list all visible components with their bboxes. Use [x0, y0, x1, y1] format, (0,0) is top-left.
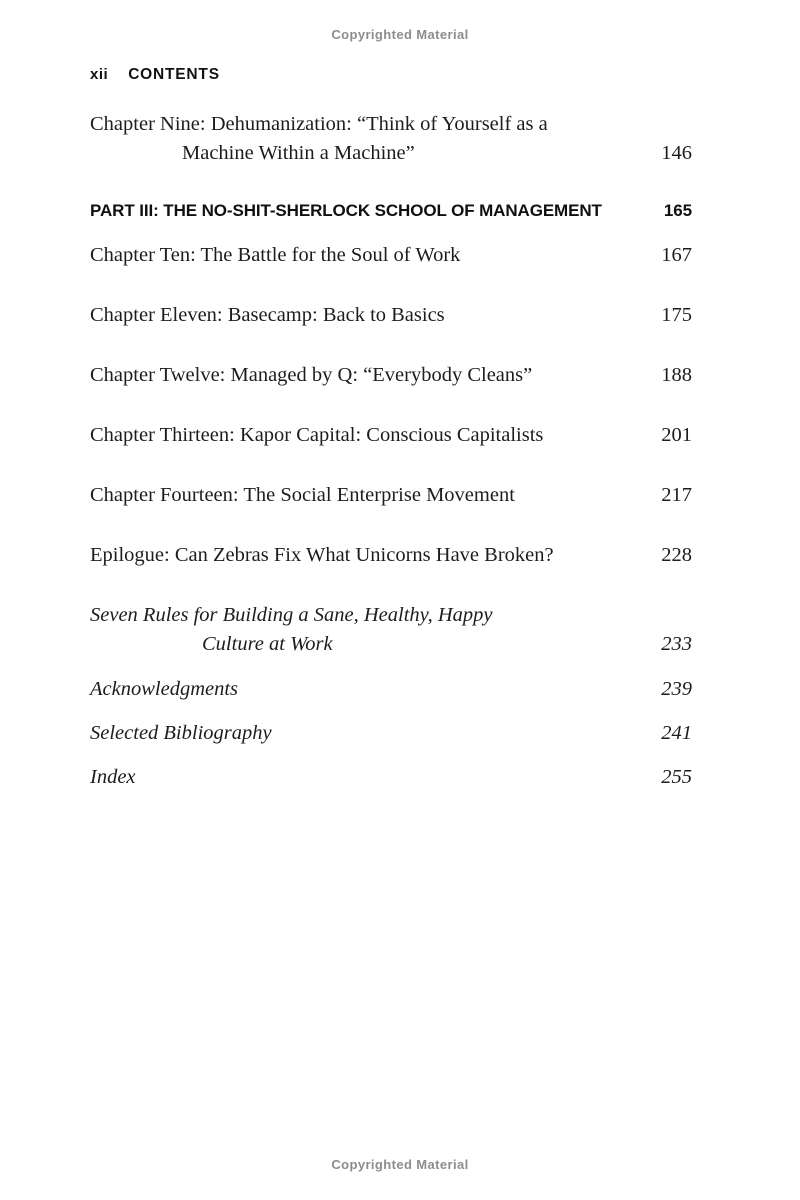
- copyright-notice-top: Copyrighted Material: [331, 27, 469, 42]
- entry-title: [90, 241, 460, 270]
- entry-title: [90, 481, 515, 510]
- folio-page-number: xii: [90, 66, 109, 83]
- toc-part-heading: [90, 199, 692, 223]
- entry-title-line1: Seven Rules for Building a Sane, Healthy, Happy: [90, 604, 493, 626]
- entry-title-line1: Chapter Twelve: Managed by Q: “Everybody Cleans”: [90, 364, 533, 386]
- entry-page-number: 188: [661, 364, 692, 386]
- toc-entry: [90, 601, 692, 659]
- entry-title-line1: Acknowledgments: [90, 678, 239, 700]
- copyright-notice-bottom: Copyrighted Material: [331, 1157, 469, 1172]
- entry-title-line1: Chapter Eleven: Basecamp: Back to Basics: [90, 304, 445, 326]
- toc-entry: [90, 675, 692, 704]
- entry-title-line1: Epilogue: Can Zebras Fix What Unicorns Have Broken?: [90, 544, 554, 566]
- entry-title: [90, 763, 136, 792]
- entry-title: [90, 541, 554, 570]
- entry-title-line2: Machine Within a Machine”: [182, 142, 415, 164]
- entry-title: [90, 301, 445, 330]
- entry-title-line1: Selected Bibliography: [90, 722, 272, 744]
- entry-page-number: 175: [661, 304, 692, 326]
- entry-page-number: 233: [661, 633, 692, 655]
- part-title-line1: PART III: THE NO-SHIT-SHERLOCK SCHOOL OF MANAGEMENT: [90, 201, 602, 220]
- entry-title-line1: Index: [90, 766, 136, 788]
- entry-title: [90, 110, 548, 168]
- entry-title: [90, 719, 272, 748]
- toc-entry: [90, 541, 692, 570]
- toc-entry: [90, 421, 692, 450]
- toc-entry: [90, 110, 692, 168]
- entry-title: [90, 421, 543, 450]
- entry-title: [90, 601, 493, 659]
- entry-page-number: 201: [661, 424, 692, 446]
- table-of-contents: [90, 110, 692, 792]
- entry-title: [90, 361, 532, 390]
- entry-page-number: 241: [661, 722, 692, 744]
- toc-entry: [90, 763, 692, 792]
- entry-title-line1: Chapter Thirteen: Kapor Capital: Conscious Capitalists: [90, 424, 544, 446]
- entry-page-number: 146: [661, 142, 692, 164]
- toc-entry: [90, 301, 692, 330]
- entry-page-number: 217: [661, 484, 692, 506]
- entry-title: [90, 675, 238, 704]
- entry-title-line2: Culture at Work: [202, 633, 333, 655]
- part-title: [90, 199, 602, 223]
- toc-entry: [90, 241, 692, 270]
- entry-title-line1: Chapter Ten: The Battle for the Soul of Work: [90, 244, 461, 266]
- entry-title-line1: Chapter Fourteen: The Social Enterprise Movement: [90, 484, 515, 506]
- entry-title-line1: Chapter Nine: Dehumanization: “Think of Yourself as a: [90, 113, 548, 135]
- entry-page-number: 255: [661, 766, 692, 788]
- entry-page-number: 167: [661, 244, 692, 266]
- running-head: [90, 0, 692, 84]
- toc-entry: [90, 719, 692, 748]
- contents-title: CONTENTS: [128, 66, 220, 83]
- toc-entry: [90, 481, 692, 510]
- entry-page-number: 239: [661, 678, 692, 700]
- part-page-number: 165: [663, 201, 692, 220]
- toc-entry: [90, 361, 692, 390]
- entry-page-number: 228: [661, 544, 692, 566]
